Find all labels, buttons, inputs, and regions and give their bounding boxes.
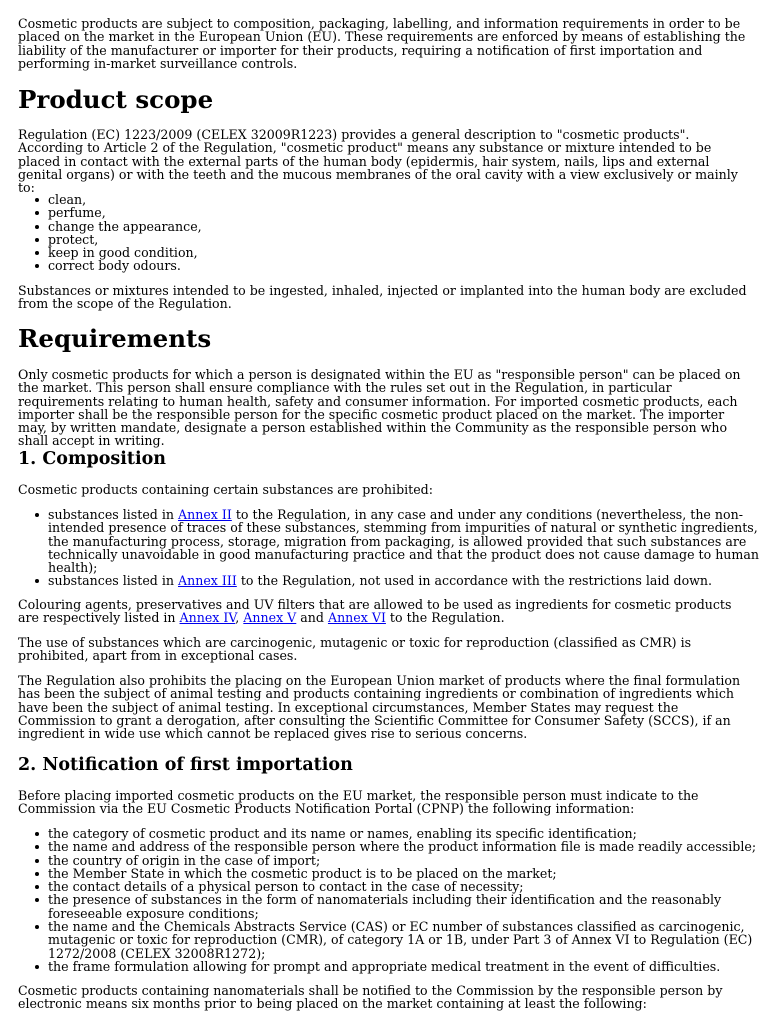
annex-vi-link[interactable]: Annex VI bbox=[327, 610, 386, 626]
list-item: change the appearance, bbox=[48, 220, 766, 233]
composition-intro-paragraph: Cosmetic products containing certain substances are prohibited: bbox=[18, 482, 433, 497]
list-item: the country of origin in the case of import; bbox=[48, 854, 766, 867]
cmr-paragraph: The use of substances which are carcinogenic, mutagenic or toxic for reproduction (classified as CMR) is prohibited, apart from in exceptional cases. bbox=[18, 635, 692, 664]
list-item: the name and address of the responsible person where the product information file is made readily accessible; bbox=[48, 840, 766, 853]
annex-iii-link[interactable]: Annex III bbox=[178, 573, 237, 589]
heading-requirements: Requirements bbox=[18, 324, 212, 353]
list-item: the name and the Chemicals Abstracts Service (CAS) or EC number of substances classified as carcinogenic, mutagenic or toxic for reproduction (CMR), of category 1A or 1B, under Part 3 of Annex VI to Regulation (EC) 1272/2008 (CELEX 32008R1272); bbox=[48, 920, 766, 960]
allowed-ingredients-paragraph: Colouring agents, preservatives and UV filters that are allowed to be used as ingredients for cosmetic products are respectively listed in Annex IV, Annex V and Annex VI to the Regulation. bbox=[18, 597, 732, 626]
nanomaterials-paragraph: Cosmetic products containing nanomaterials shall be notified to the Commission by the responsible person by electronic means six months prior to being placed on the market containing at least the following: bbox=[18, 983, 723, 1012]
list-item: keep in good condition, bbox=[48, 246, 766, 259]
heading-notification: 2. Notification of first importation bbox=[18, 755, 353, 775]
product-scope-list bbox=[30, 193, 766, 273]
prohibited-substances-list bbox=[30, 508, 766, 588]
heading-composition: 1. Composition bbox=[18, 449, 167, 469]
scope-exclusion-paragraph: Substances or mixtures intended to be ingested, inhaled, injected or implanted into the human body are excluded from the scope of the Regulation. bbox=[18, 283, 747, 312]
list-item: the Member State in which the cosmetic product is to be placed on the market; bbox=[48, 867, 766, 880]
list-item: clean, bbox=[48, 193, 766, 206]
list-item: perfume, bbox=[48, 206, 766, 219]
notification-info-list bbox=[30, 827, 766, 973]
list-item: the frame formulation allowing for prompt and appropriate medical treatment in the event of difficulties. bbox=[48, 960, 766, 973]
product-scope-paragraph: Regulation (EC) 1223/2009 (CELEX 32009R1223) provides a general description to "cosmetic products". According to Article 2 of the Regulation, "cosmetic product" means any substance or mixture intended to be placed in contact with the external parts of the human body (epidermis, hair system, nails, lips and external genital organs) or with the teeth and the mucous membranes of the oral cavity with a view exclusively or mainly to: bbox=[18, 127, 738, 196]
list-item: the presence of substances in the form of nanomaterials including their identification and the reasonably foreseeable exposure conditions; bbox=[48, 893, 766, 920]
list-item: the category of cosmetic product and its name or names, enabling its specific identification; bbox=[48, 827, 766, 840]
intro-paragraph: Cosmetic products are subject to composition, packaging, labelling, and information requirements in order to be placed on the market in the European Union (EU). These requirements are enforced by means of establishing the liability of the manufacturer or importer for their products, requiring a notification of first importation and performing in-market surveillance controls. bbox=[18, 16, 746, 71]
notification-intro-paragraph: Before placing imported cosmetic products on the EU market, the responsible person must indicate to the Commission via the EU Cosmetic Products Notification Portal (CPNP) the following information: bbox=[18, 788, 699, 817]
list-item: correct body odours. bbox=[48, 259, 766, 272]
animal-testing-paragraph: The Regulation also prohibits the placing on the European Union market of products where the final formulation has been the subject of animal testing and products containing ingredients or combination of ingredients which have been the subject of animal testing. In exceptional circumstances, Member States may request the Commission to grant a derogation, after consulting the Scientific Committee for Consumer Safety (SCCS), if an ingredient in wide use which cannot be replaced gives rise to serious concerns. bbox=[18, 673, 741, 742]
list-item: substances listed in Annex II to the Regulation, in any case and under any conditions (nevertheless, the non-intended presence of traces of these substances, stemming from impurities of natural or synthetic ingredients, the manufacturing process, storage, migration from packaging, is allowed provided that such substances are technically unavoidable in good manufacturing practice and that the product does not cause damage to human health); bbox=[48, 508, 766, 574]
list-item: protect, bbox=[48, 233, 766, 246]
annex-v-link[interactable]: Annex V bbox=[243, 610, 297, 626]
list-item: the contact details of a physical person to contact in the case of necessity; bbox=[48, 880, 766, 893]
list-item: substances listed in Annex III to the Regulation, not used in accordance with the restrictions laid down. bbox=[48, 574, 766, 587]
annex-iv-link[interactable]: Annex IV bbox=[179, 610, 236, 626]
annex-ii-link[interactable]: Annex II bbox=[178, 507, 232, 522]
heading-product-scope: Product scope bbox=[18, 85, 214, 114]
requirements-paragraph: Only cosmetic products for which a person is designated within the EU as "responsible person" can be placed on the market. This person shall ensure compliance with the rules set out in the Regulation, in particular requirements relating to human health, safety and consumer information. For imported cosmetic products, each importer shall be the responsible person for the specific cosmetic product placed on the market. The importer may, by written mandate, designate a person established within the Community as the responsible person who shall accept in writing. bbox=[18, 367, 741, 449]
